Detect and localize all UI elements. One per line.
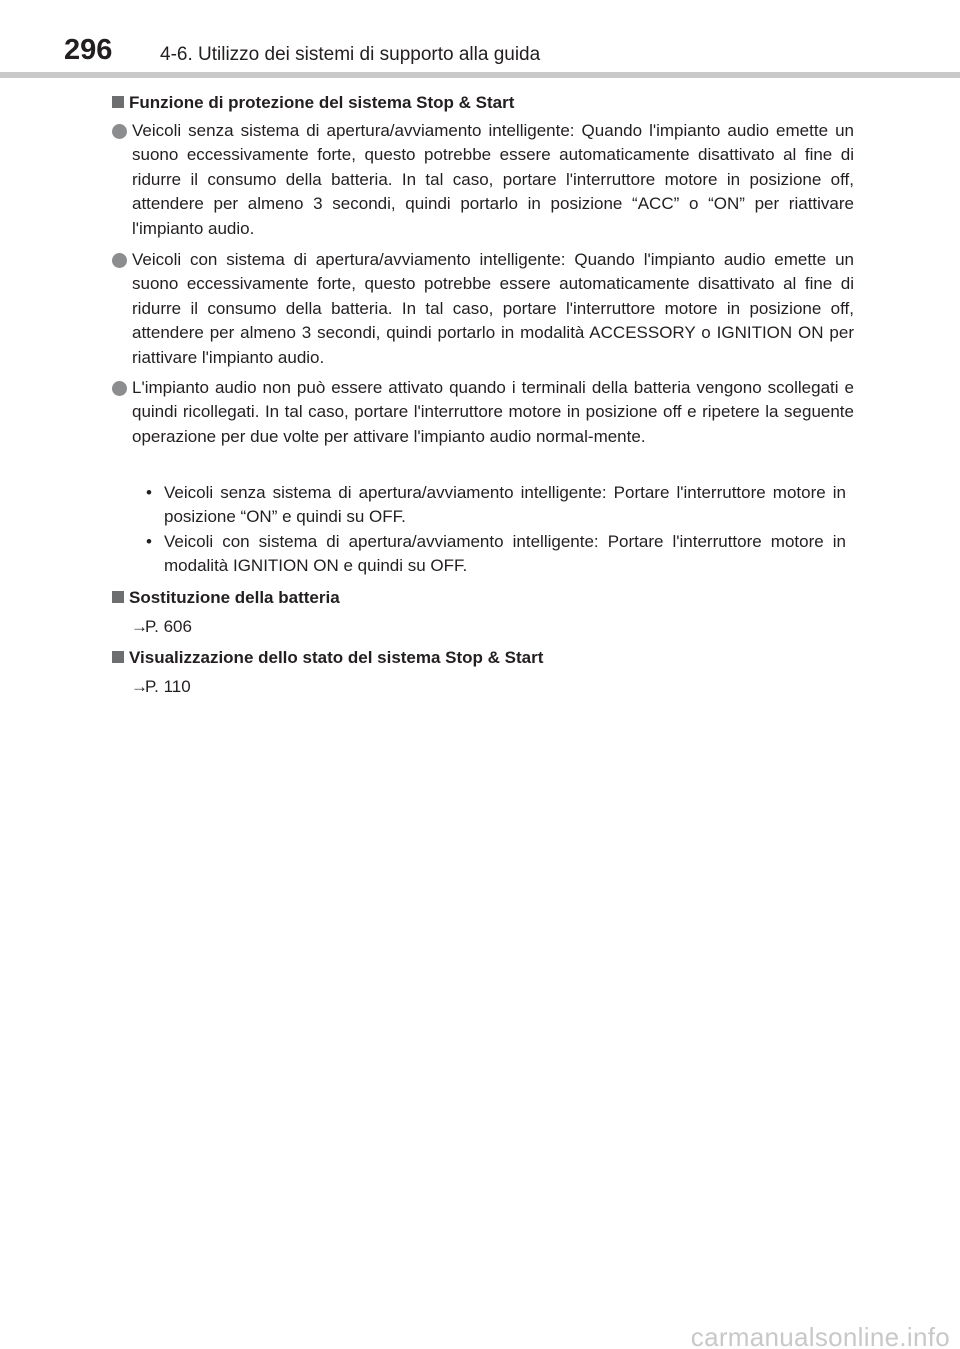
circle-bullet-icon — [112, 253, 127, 268]
page-header — [0, 0, 960, 78]
sub-bullet-mark: • — [146, 483, 152, 502]
sub-bullet-mark: • — [146, 532, 152, 551]
header-rule — [0, 72, 960, 78]
bullet-item — [112, 119, 854, 241]
section-heading-battery-replacement — [112, 586, 872, 610]
square-bullet-icon — [112, 591, 124, 603]
arrow-right-icon: → — [131, 617, 148, 636]
bullet-text: Veicoli senza sistema di apertura/avviamento intelligente: Quando l'impianto audio emette un suono eccessivamente forte, questo potrebbe essere automaticamente disattivato al fine di ridurre il consumo della batteria. In tal caso, portare l'interruttore motore in posizione off, attendere per almeno 3 secondi, quindi portarlo in posizione “ACC” o “ON” per riattivare l'impianto audio. — [132, 121, 854, 238]
section-heading-text: Funzione di protezione del sistema Stop & Start — [129, 93, 515, 112]
watermark: carmanualsonline.info — [690, 1322, 950, 1349]
arrow-right-icon: → — [131, 677, 148, 696]
bullet-text: Veicoli con sistema di apertura/avviamento intelligente: Quando l'impianto audio emette un suono eccessivamente forte, questo potrebbe essere automaticamente disattivato al fine di ridurre il consumo della batteria. In tal caso, portare l'interruttore motore in posizione off, attendere per almeno 3 secondi, quindi portarlo in modalità ACCESSORY o IGNITION ON per riattivare l'impianto audio. — [132, 250, 854, 367]
circle-bullet-icon — [112, 124, 127, 139]
page-reference-link[interactable] — [131, 675, 191, 699]
circle-bullet-icon — [112, 381, 127, 396]
bullet-item — [112, 248, 854, 370]
section-heading-text: Sostituzione della batteria — [129, 588, 340, 607]
page-number: 296 — [64, 34, 113, 66]
bullet-item — [112, 376, 854, 449]
sub-bullet-text: Veicoli con sistema di apertura/avviamento intelligente: Portare l'interruttore motore in modalità IGNITION ON e quindi su OFF. — [164, 532, 846, 576]
square-bullet-icon — [112, 96, 124, 108]
section-heading-stop-start-status — [112, 646, 872, 670]
chapter-title: 4-6. Utilizzo dei sistemi di supporto alla guida — [160, 44, 541, 65]
sub-bullet-item — [146, 530, 846, 579]
page-reference-link[interactable] — [131, 615, 192, 639]
section-heading-stop-start-protection — [112, 91, 872, 115]
page-reference-text: P. 110 — [145, 677, 191, 696]
section-heading-text: Visualizzazione dello stato del sistema Stop & Start — [129, 648, 544, 667]
sub-bullet-text: Veicoli senza sistema di apertura/avviamento intelligente: Portare l'interruttore motore in posizione “ON” e quindi su OFF. — [164, 483, 846, 527]
square-bullet-icon — [112, 651, 124, 663]
bullet-text: L'impianto audio non può essere attivato quando i terminali della batteria vengono scollegati e quindi ricollegati. In tal caso, portare l'interruttore motore in posizione off e ripetere la seguente operazione per due volte per attivare l'impianto audio normal-mente. — [132, 378, 854, 446]
page-reference-text: P. 606 — [145, 617, 192, 636]
sub-bullet-item — [146, 481, 846, 530]
